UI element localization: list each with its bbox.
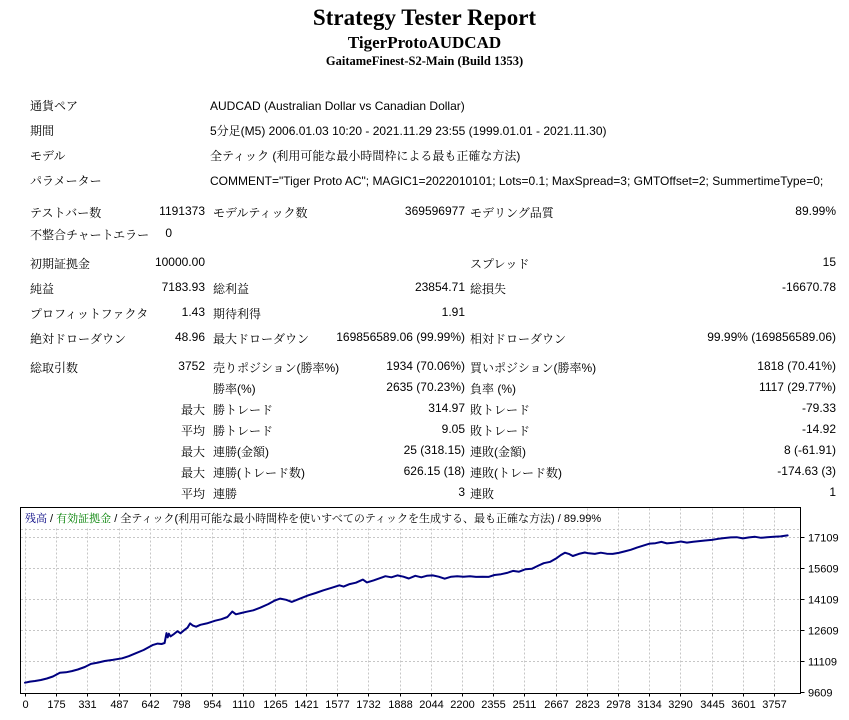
stat-value: -14.92 bbox=[801, 422, 836, 436]
stat-label: 勝トレード bbox=[213, 424, 274, 438]
stat-value: 626.15 (18) bbox=[403, 464, 465, 478]
stat-row bbox=[30, 223, 836, 245]
legend-separator: / bbox=[47, 513, 57, 525]
balance-chart-svg bbox=[20, 505, 849, 715]
info-section bbox=[0, 93, 849, 193]
stat-value: 最大 bbox=[180, 445, 205, 459]
stat-value: 平均 bbox=[180, 487, 205, 501]
stat-value: -174.63 (3) bbox=[777, 464, 836, 478]
y-tick-label: 15609 bbox=[808, 563, 839, 576]
x-tick-label: 2200 bbox=[450, 699, 475, 711]
info-label: 期間 bbox=[30, 124, 55, 138]
stat-value: 23854.71 bbox=[414, 280, 465, 294]
info-row bbox=[30, 143, 836, 168]
x-tick-label: 798 bbox=[172, 699, 191, 711]
x-tick-label: 0 bbox=[22, 699, 29, 711]
stat-label: 総利益 bbox=[213, 282, 250, 296]
x-tick-label: 1421 bbox=[294, 699, 319, 711]
x-tick-label: 1110 bbox=[232, 699, 255, 711]
stat-value: 7183.93 bbox=[161, 280, 205, 294]
info-label: パラメーター bbox=[30, 174, 102, 188]
x-tick-label: 3290 bbox=[668, 699, 693, 711]
chart-legend bbox=[25, 511, 601, 525]
stat-label: 敗トレード bbox=[470, 424, 531, 438]
x-tick-label: 3445 bbox=[700, 699, 725, 711]
x-tick-label: 2823 bbox=[575, 699, 600, 711]
x-tick-label: 331 bbox=[78, 699, 97, 711]
stat-row bbox=[30, 301, 836, 326]
stat-value: 2635 (70.23%) bbox=[386, 380, 465, 394]
x-tick-label: 2978 bbox=[606, 699, 631, 711]
stat-row bbox=[30, 441, 836, 462]
stat-value: 89.99% bbox=[795, 203, 836, 218]
stat-value: 最大 bbox=[180, 403, 205, 417]
stat-value: 1 bbox=[829, 485, 836, 499]
stat-label: 初期証拠金 bbox=[30, 257, 91, 271]
legend-balance: 残高 bbox=[25, 513, 47, 525]
x-tick-label: 1888 bbox=[388, 699, 413, 711]
stat-value: 平均 bbox=[180, 424, 205, 438]
y-tick-label: 11109 bbox=[808, 656, 837, 669]
x-tick-label: 1265 bbox=[263, 699, 288, 711]
stat-label: 勝トレード bbox=[213, 403, 274, 417]
stat-value: 314.97 bbox=[428, 401, 465, 415]
stat-label: 連敗(トレード数) bbox=[470, 466, 562, 480]
stat-label: スプレッド bbox=[470, 257, 530, 271]
stat-row bbox=[30, 462, 836, 483]
stat-value: 1.43 bbox=[181, 305, 205, 319]
stat-label: 連敗(金額) bbox=[470, 445, 526, 459]
stat-value: 9.05 bbox=[441, 422, 465, 436]
stat-row bbox=[30, 326, 836, 351]
stat-row bbox=[30, 420, 836, 441]
stat-row bbox=[30, 251, 836, 276]
stat-label: 総損失 bbox=[470, 282, 507, 296]
stat-value: 3752 bbox=[178, 359, 205, 373]
x-tick-label: 2355 bbox=[481, 699, 506, 711]
legend-equity: 有効証拠金 bbox=[56, 513, 112, 525]
x-tick-label: 3134 bbox=[637, 699, 662, 711]
info-value: 全ティック (利用可能な最小時間枠による最も正確な方法) bbox=[210, 149, 521, 163]
stat-row bbox=[30, 201, 836, 223]
stat-value: 15 bbox=[822, 255, 836, 269]
x-tick-label: 2667 bbox=[544, 699, 569, 711]
x-tick-label: 175 bbox=[47, 699, 66, 711]
stat-label: 買いポジション(勝率%) bbox=[470, 361, 597, 375]
report-title: Strategy Tester Report bbox=[312, 5, 537, 30]
y-tick-label: 9609 bbox=[808, 687, 833, 700]
stat-label: 純益 bbox=[30, 282, 55, 296]
stat-label: 期待利得 bbox=[213, 307, 262, 321]
stats-section bbox=[0, 251, 849, 351]
legend-separator: / bbox=[111, 513, 121, 525]
stat-label: 相対ドローダウン bbox=[470, 332, 567, 346]
x-tick-label: 642 bbox=[141, 699, 160, 711]
stat-label: 敗トレード bbox=[470, 403, 531, 417]
info-label: 通貨ペア bbox=[30, 99, 79, 113]
info-value: COMMENT="Tiger Proto AC"; MAGIC1=2022010101; Lots=0.1; MaxSpread=3; GMTOffset=2; SummertimeType=0; bbox=[210, 173, 824, 188]
stat-label: モデルティック数 bbox=[213, 205, 308, 220]
stat-value: 1191373 bbox=[159, 203, 205, 218]
stats-section bbox=[0, 357, 849, 504]
stat-label: 連勝(トレード数) bbox=[213, 466, 305, 480]
stat-row bbox=[30, 483, 836, 504]
x-tick-label: 1577 bbox=[325, 699, 350, 711]
stat-value: 1117 (29.77%) bbox=[759, 380, 836, 394]
y-tick-label: 17109 bbox=[808, 532, 839, 545]
stat-label: モデリング品質 bbox=[470, 205, 554, 220]
stat-label: プロフィットファクタ bbox=[30, 307, 149, 321]
stat-value: 99.99% (169856589.06) bbox=[707, 330, 836, 344]
stat-row bbox=[30, 357, 836, 378]
stat-label: 不整合チャートエラー bbox=[30, 227, 150, 242]
x-tick-label: 3601 bbox=[731, 699, 756, 711]
stat-label: 勝率(%) bbox=[213, 382, 256, 396]
stat-label: 最大ドローダウン bbox=[213, 332, 310, 346]
stat-value: 25 (318.15) bbox=[403, 443, 465, 457]
stat-value: 1818 (70.41%) bbox=[757, 359, 836, 373]
stat-value: 1.91 bbox=[441, 305, 465, 319]
stat-row bbox=[30, 378, 836, 399]
info-label: モデル bbox=[30, 149, 66, 163]
stat-value: -79.33 bbox=[801, 401, 836, 415]
stat-label: 絶対ドローダウン bbox=[30, 332, 127, 346]
stat-label: 負率 (%) bbox=[470, 382, 516, 396]
stat-value: 10000.00 bbox=[154, 255, 205, 269]
report-table bbox=[0, 93, 849, 504]
info-value: AUDCAD (Australian Dollar vs Canadian Dollar) bbox=[210, 98, 465, 113]
x-tick-label: 954 bbox=[203, 699, 222, 711]
info-row bbox=[30, 168, 836, 193]
stats-section bbox=[0, 201, 849, 245]
stat-label: テストバー数 bbox=[30, 205, 102, 220]
stat-value: 最大 bbox=[180, 466, 205, 480]
report-header bbox=[0, 4, 849, 69]
stat-value: 369596977 bbox=[404, 203, 465, 218]
stat-value: 0 bbox=[165, 225, 172, 240]
stat-label: 売りポジション(勝率%) bbox=[213, 361, 340, 375]
stat-row bbox=[30, 399, 836, 420]
stat-row bbox=[30, 276, 836, 301]
x-tick-label: 1732 bbox=[356, 699, 381, 711]
stat-value: 48.96 bbox=[174, 330, 205, 344]
stat-value: 8 (-61.91) bbox=[783, 443, 836, 457]
stat-label: 連勝 bbox=[213, 487, 238, 501]
report-symbol: TigerProtoAUDCAD bbox=[347, 33, 502, 52]
x-tick-label: 487 bbox=[110, 699, 129, 711]
stat-value: 3 bbox=[458, 485, 465, 499]
balance-chart bbox=[20, 505, 849, 715]
stat-label: 連敗 bbox=[470, 487, 495, 501]
info-value: 5分足(M5) 2006.01.03 10:20 - 2021.11.29 23:55 (1999.01.01 - 2021.11.30) bbox=[210, 124, 607, 138]
y-tick-label: 12609 bbox=[808, 625, 839, 638]
stats-sections bbox=[0, 201, 849, 504]
x-tick-label: 3757 bbox=[762, 699, 787, 711]
stat-value: -16670.78 bbox=[781, 280, 836, 294]
stat-label: 連勝(金額) bbox=[213, 445, 269, 459]
x-tick-label: 2511 bbox=[512, 699, 537, 711]
info-row bbox=[30, 118, 836, 143]
report-server-build: GaitameFinest-S2-Main (Build 1353) bbox=[325, 54, 524, 68]
stat-value: 169856589.06 (99.99%) bbox=[336, 330, 465, 344]
stat-value: 1934 (70.06%) bbox=[386, 359, 465, 373]
legend-model: 全ティック(利用可能な最小時間枠を使いすべてのティックを生成する、最も正確な方法) / 89.99% bbox=[120, 513, 602, 525]
x-tick-label: 2044 bbox=[419, 699, 444, 711]
stat-label: 総取引数 bbox=[30, 361, 79, 375]
y-tick-label: 14109 bbox=[808, 594, 839, 607]
info-row bbox=[30, 93, 836, 118]
